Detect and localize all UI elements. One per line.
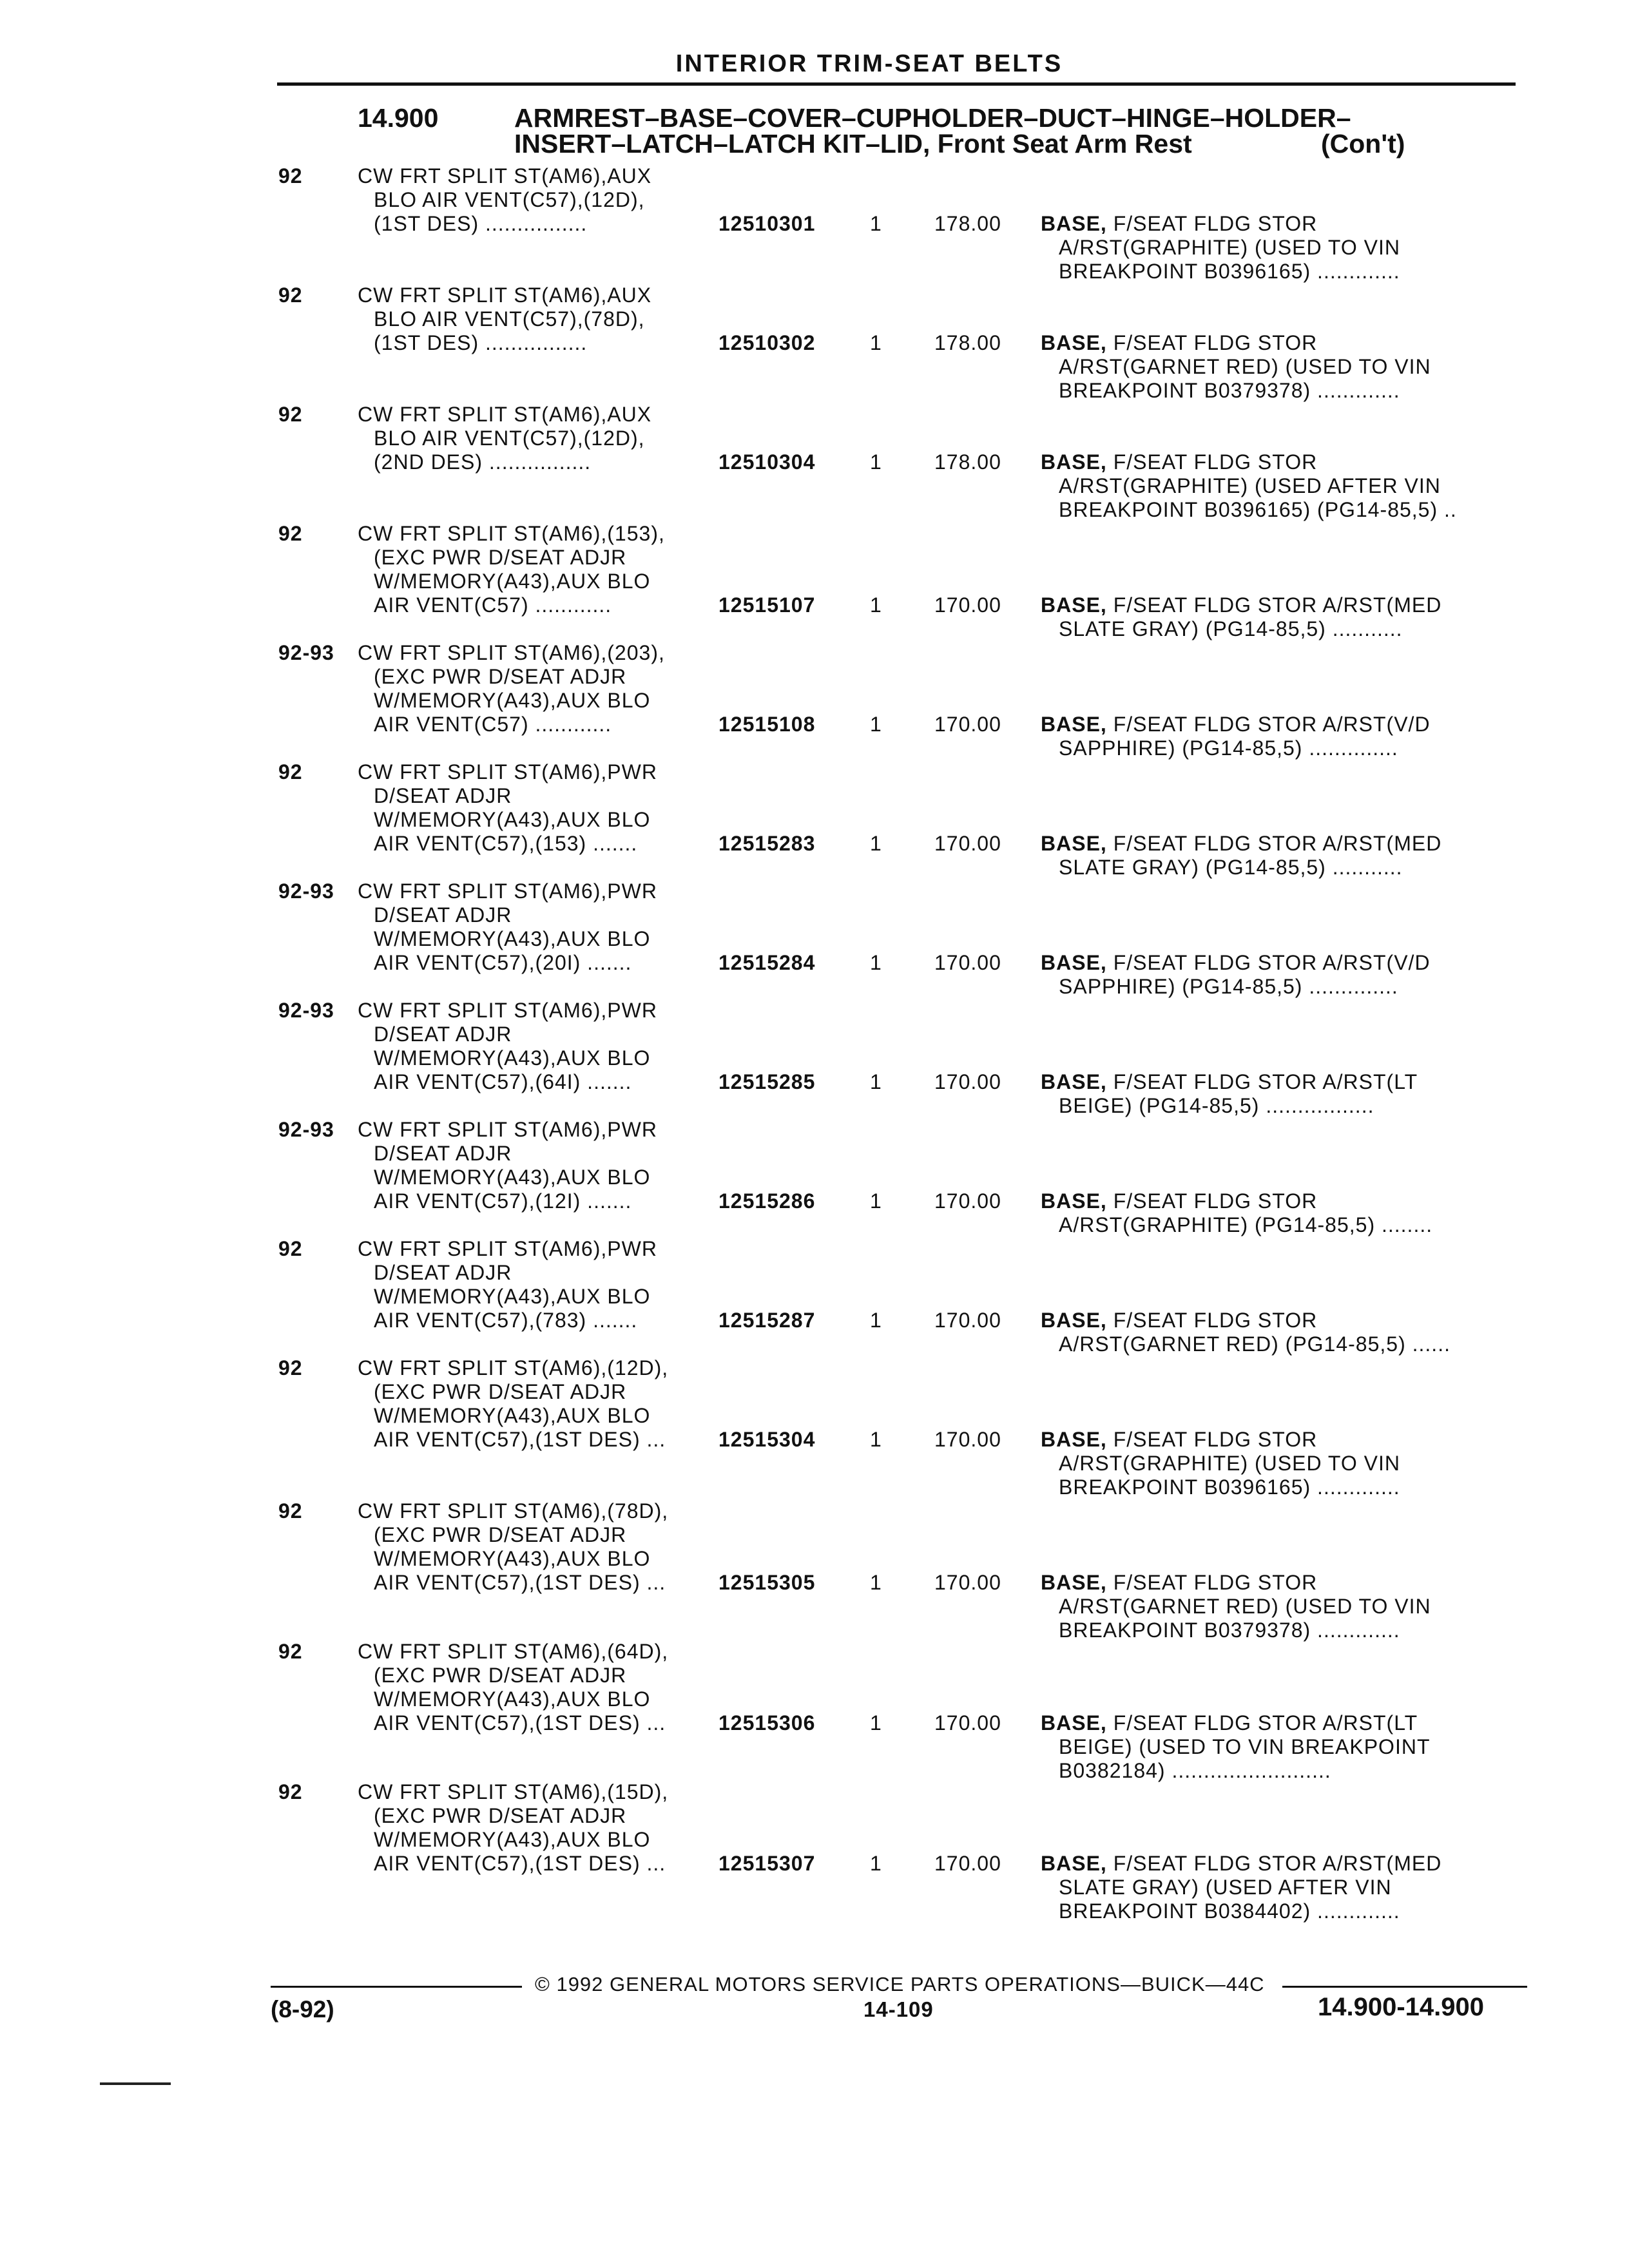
part-description-keyword: BASE, — [1041, 593, 1107, 617]
price: 178.00 — [934, 331, 1001, 354]
usage-description-line: W/MEMORY(A43),AUX BLO — [374, 570, 651, 593]
usage-description-line: CW FRT SPLIT ST(AM6),(153), — [358, 522, 665, 545]
part-description-text: F/SEAT FLDG STOR — [1113, 450, 1318, 474]
usage-description — [358, 879, 657, 975]
usage-description-line: (EXC PWR D/SEAT ADJR — [374, 665, 627, 688]
part-description-keyword: BASE, — [1041, 212, 1107, 235]
price: 170.00 — [934, 713, 1001, 736]
usage-description-line: BLO AIR VENT(C57),(78D), — [374, 307, 645, 331]
part-number: 12515284 — [718, 951, 816, 974]
part-description-line: BREAKPOINT B0379378) ............. — [1059, 1619, 1400, 1642]
part-description-line: SLATE GRAY) (USED AFTER VIN — [1059, 1876, 1392, 1899]
part-description-line — [1041, 212, 1400, 236]
quantity: 1 — [870, 832, 882, 855]
part-number: 12515304 — [718, 1428, 816, 1451]
part-description-text: F/SEAT FLDG STOR — [1113, 331, 1318, 354]
part-description — [1041, 1309, 1451, 1356]
usage-description-line: W/MEMORY(A43),AUX BLO — [374, 1166, 651, 1189]
part-description-line: SAPPHIRE) (PG14-85,5) .............. — [1059, 975, 1398, 998]
part-description-line: BREAKPOINT B0396165) (PG14-85,5) .. — [1059, 498, 1457, 521]
usage-description-line: AIR VENT(C57),(1ST DES) ... — [374, 1852, 666, 1875]
usage-description-line: AIR VENT(C57),(783) ....... — [374, 1309, 638, 1332]
part-description — [1041, 212, 1400, 284]
model-year: 92 — [278, 522, 303, 545]
part-description-keyword: BASE, — [1041, 1711, 1107, 1735]
usage-description-line: CW FRT SPLIT ST(AM6),(12D), — [358, 1356, 669, 1379]
usage-description — [358, 522, 665, 617]
usage-description-line: (1ST DES) ................ — [374, 212, 588, 235]
usage-description-line: BLO AIR VENT(C57),(12D), — [374, 188, 645, 211]
part-description-line: SLATE GRAY) (PG14-85,5) ........... — [1059, 856, 1403, 879]
usage-description-line: D/SEAT ADJR — [374, 1142, 512, 1165]
part-description-line: BREAKPOINT B0379378) ............. — [1059, 379, 1400, 402]
footer-rule-right — [1282, 1986, 1527, 1988]
header-rule — [277, 82, 1516, 86]
usage-description-line: W/MEMORY(A43),AUX BLO — [374, 1547, 651, 1570]
part-description-line — [1041, 1571, 1431, 1595]
part-description-text: F/SEAT FLDG STOR — [1113, 1428, 1318, 1451]
part-description-keyword: BASE, — [1041, 331, 1107, 354]
usage-description — [358, 1640, 668, 1735]
usage-description-line: AIR VENT(C57),(1ST DES) ... — [374, 1571, 666, 1594]
part-description-line: BREAKPOINT B0396165) ............. — [1059, 1475, 1400, 1499]
part-number: 12515306 — [718, 1711, 816, 1735]
part-description-line: SLATE GRAY) (PG14-85,5) ........... — [1059, 617, 1403, 640]
part-number: 12515108 — [718, 713, 816, 736]
section-number: 14.900 — [358, 103, 439, 133]
usage-description-line: D/SEAT ADJR — [374, 903, 512, 927]
part-description-line — [1041, 1852, 1441, 1876]
part-description-keyword: BASE, — [1041, 1428, 1107, 1451]
usage-description-line: W/MEMORY(A43),AUX BLO — [374, 689, 651, 712]
quantity: 1 — [870, 1852, 882, 1875]
usage-description-line: W/MEMORY(A43),AUX BLO — [374, 1687, 651, 1711]
model-year: 92 — [278, 284, 303, 307]
price: 170.00 — [934, 832, 1001, 855]
usage-description-line: (EXC PWR D/SEAT ADJR — [374, 1664, 627, 1687]
price: 170.00 — [934, 1571, 1001, 1594]
usage-description — [358, 641, 665, 736]
usage-description-line: (EXC PWR D/SEAT ADJR — [374, 1804, 627, 1827]
part-description-text: F/SEAT FLDG STOR A/RST(V/D — [1113, 951, 1431, 974]
usage-description — [358, 284, 651, 355]
part-description — [1041, 1428, 1400, 1499]
quantity: 1 — [870, 593, 882, 617]
scan-mark — [100, 2082, 171, 2085]
price: 170.00 — [934, 1309, 1001, 1332]
part-description-keyword: BASE, — [1041, 832, 1107, 855]
usage-description-line: CW FRT SPLIT ST(AM6),AUX — [358, 403, 652, 426]
usage-description-line: CW FRT SPLIT ST(AM6),PWR — [358, 1237, 657, 1260]
part-description-keyword: BASE, — [1041, 1571, 1107, 1594]
part-number: 12515285 — [718, 1070, 816, 1093]
part-description — [1041, 1711, 1430, 1783]
model-year: 92-93 — [278, 999, 334, 1022]
usage-description-line: CW FRT SPLIT ST(AM6),PWR — [358, 1118, 657, 1141]
part-description-line: A/RST(GARNET RED) (PG14-85,5) ...... — [1059, 1332, 1451, 1356]
part-description-keyword: BASE, — [1041, 1852, 1107, 1875]
usage-description — [358, 760, 657, 856]
model-year: 92 — [278, 1356, 303, 1379]
part-description-line: A/RST(GRAPHITE) (USED TO VIN — [1059, 236, 1400, 259]
usage-description-line: W/MEMORY(A43),AUX BLO — [374, 808, 651, 831]
model-year: 92-93 — [278, 641, 334, 664]
usage-description-line: W/MEMORY(A43),AUX BLO — [374, 927, 651, 950]
part-description-line — [1041, 832, 1441, 856]
part-description-line: A/RST(GARNET RED) (USED TO VIN — [1059, 1595, 1431, 1618]
price: 170.00 — [934, 593, 1001, 617]
model-year: 92 — [278, 1499, 303, 1523]
quantity: 1 — [870, 1428, 882, 1451]
part-description-keyword: BASE, — [1041, 951, 1107, 974]
footer-rule-left — [271, 1986, 522, 1988]
usage-description-line: CW FRT SPLIT ST(AM6),PWR — [358, 879, 657, 903]
section-continued-label: (Con't) — [1321, 129, 1405, 159]
part-description-text: F/SEAT FLDG STOR A/RST(MED — [1113, 1852, 1442, 1875]
part-description-line — [1041, 1309, 1451, 1332]
part-description-line — [1041, 713, 1431, 736]
usage-description-line: D/SEAT ADJR — [374, 1261, 512, 1284]
part-description-keyword: BASE, — [1041, 1070, 1107, 1093]
usage-description-line: AIR VENT(C57) ............ — [374, 593, 612, 617]
usage-description-line: CW FRT SPLIT ST(AM6),(203), — [358, 641, 665, 664]
usage-description-line: CW FRT SPLIT ST(AM6),AUX — [358, 284, 652, 307]
quantity: 1 — [870, 1189, 882, 1213]
usage-description — [358, 1356, 668, 1452]
part-description-line: BEIGE) (PG14-85,5) ................. — [1059, 1094, 1374, 1117]
model-year: 92 — [278, 1780, 303, 1803]
part-description — [1041, 331, 1431, 403]
page-number: 14-109 — [863, 1997, 934, 2021]
price: 170.00 — [934, 1189, 1001, 1213]
usage-description-line: (EXC PWR D/SEAT ADJR — [374, 1523, 627, 1546]
usage-description-line: CW FRT SPLIT ST(AM6),AUX — [358, 164, 652, 187]
price: 170.00 — [934, 1711, 1001, 1735]
usage-description — [358, 164, 651, 236]
model-year: 92 — [278, 403, 303, 426]
part-description — [1041, 1070, 1418, 1118]
model-year: 92 — [278, 1237, 303, 1260]
part-description-line: A/RST(GRAPHITE) (USED TO VIN — [1059, 1452, 1400, 1475]
quantity: 1 — [870, 713, 882, 736]
part-number: 12515107 — [718, 593, 816, 617]
part-description-line: SAPPHIRE) (PG14-85,5) .............. — [1059, 736, 1398, 760]
part-description-line: A/RST(GRAPHITE) (PG14-85,5) ........ — [1059, 1213, 1433, 1236]
usage-description-line: CW FRT SPLIT ST(AM6),(15D), — [358, 1780, 669, 1803]
part-number: 12515283 — [718, 832, 816, 855]
price: 178.00 — [934, 450, 1001, 474]
part-description-keyword: BASE, — [1041, 1189, 1107, 1213]
part-description-line — [1041, 331, 1431, 355]
usage-description-line: CW FRT SPLIT ST(AM6),(64D), — [358, 1640, 669, 1663]
part-description-text: F/SEAT FLDG STOR A/RST(LT — [1113, 1070, 1418, 1093]
usage-description-line: AIR VENT(C57),(20I) ....... — [374, 951, 632, 974]
usage-description-line: (EXC PWR D/SEAT ADJR — [374, 1380, 627, 1403]
quantity: 1 — [870, 1309, 882, 1332]
quantity: 1 — [870, 1571, 882, 1594]
usage-description-line: AIR VENT(C57),(153) ....... — [374, 832, 638, 855]
usage-description-line: (2ND DES) ................ — [374, 450, 592, 474]
part-description-line: A/RST(GRAPHITE) (USED AFTER VIN — [1059, 474, 1441, 497]
part-description — [1041, 450, 1457, 522]
part-description-line: BREAKPOINT B0396165) ............. — [1059, 260, 1400, 283]
part-description-line: BREAKPOINT B0384402) ............. — [1059, 1899, 1400, 1923]
usage-description-line: (EXC PWR D/SEAT ADJR — [374, 546, 627, 569]
model-year: 92-93 — [278, 1118, 334, 1141]
model-year: 92 — [278, 1640, 303, 1663]
part-description-line — [1041, 951, 1431, 975]
usage-description-line: CW FRT SPLIT ST(AM6),PWR — [358, 760, 657, 783]
part-description-line — [1041, 593, 1441, 617]
part-description-text: F/SEAT FLDG STOR A/RST(MED — [1113, 593, 1442, 617]
part-description — [1041, 1189, 1432, 1237]
usage-description — [358, 1118, 657, 1213]
part-description-line — [1041, 1070, 1418, 1094]
part-description-line — [1041, 1711, 1430, 1735]
part-description — [1041, 1852, 1441, 1923]
part-description — [1041, 832, 1441, 879]
usage-description — [358, 1780, 668, 1876]
part-description-line — [1041, 450, 1457, 474]
part-description-text: F/SEAT FLDG STOR — [1113, 1309, 1318, 1332]
usage-description-line: AIR VENT(C57),(1ST DES) ... — [374, 1428, 666, 1451]
quantity: 1 — [870, 450, 882, 474]
part-number: 12510302 — [718, 331, 816, 354]
part-description-text: F/SEAT FLDG STOR — [1113, 212, 1318, 235]
part-description-keyword: BASE, — [1041, 450, 1107, 474]
usage-description-line: W/MEMORY(A43),AUX BLO — [374, 1046, 651, 1070]
usage-description-line: AIR VENT(C57),(64I) ....... — [374, 1070, 632, 1093]
price: 170.00 — [934, 1428, 1001, 1451]
part-number: 12510301 — [718, 212, 816, 235]
usage-description — [358, 403, 651, 474]
part-description-line: B0382184) ......................... — [1059, 1759, 1331, 1782]
section-range: 14.900-14.900 — [1318, 1993, 1485, 2021]
part-description-keyword: BASE, — [1041, 1309, 1107, 1332]
usage-description-line: AIR VENT(C57),(12I) ....... — [374, 1189, 632, 1213]
usage-description — [358, 999, 657, 1094]
part-description-text: F/SEAT FLDG STOR A/RST(MED — [1113, 832, 1442, 855]
part-description-text: F/SEAT FLDG STOR A/RST(V/D — [1113, 713, 1431, 736]
usage-description-line: D/SEAT ADJR — [374, 784, 512, 807]
part-description — [1041, 713, 1431, 760]
part-description — [1041, 951, 1431, 999]
part-description — [1041, 593, 1441, 641]
part-number: 12515286 — [718, 1189, 816, 1213]
part-number: 12515305 — [718, 1571, 816, 1594]
usage-description-line: BLO AIR VENT(C57),(12D), — [374, 427, 645, 450]
usage-description-line: AIR VENT(C57),(1ST DES) ... — [374, 1711, 666, 1735]
quantity: 1 — [870, 1070, 882, 1093]
revision-date: (8-92) — [271, 1996, 334, 2023]
model-year: 92 — [278, 164, 303, 187]
part-description-line: A/RST(GARNET RED) (USED TO VIN — [1059, 355, 1431, 378]
price: 178.00 — [934, 212, 1001, 235]
section-title-line1: ARMREST–BASE–COVER–CUPHOLDER–DUCT–HINGE–HOLDER– — [514, 103, 1351, 133]
quantity: 1 — [870, 212, 882, 235]
part-description-text: F/SEAT FLDG STOR A/RST(LT — [1113, 1711, 1418, 1735]
copyright-line: © 1992 GENERAL MOTORS SERVICE PARTS OPERATIONS—BUICK—44C — [535, 1973, 1265, 1995]
quantity: 1 — [870, 331, 882, 354]
part-description-keyword: BASE, — [1041, 713, 1107, 736]
usage-description-line: W/MEMORY(A43),AUX BLO — [374, 1828, 651, 1851]
part-description-text: F/SEAT FLDG STOR — [1113, 1189, 1318, 1213]
quantity: 1 — [870, 1711, 882, 1735]
usage-description-line: W/MEMORY(A43),AUX BLO — [374, 1404, 651, 1427]
usage-description-line: CW FRT SPLIT ST(AM6),(78D), — [358, 1499, 669, 1523]
usage-description-line: CW FRT SPLIT ST(AM6),PWR — [358, 999, 657, 1022]
usage-description-line: AIR VENT(C57) ............ — [374, 713, 612, 736]
model-year: 92 — [278, 760, 303, 783]
model-year: 92-93 — [278, 879, 334, 903]
usage-description — [358, 1237, 657, 1332]
part-description-text: F/SEAT FLDG STOR — [1113, 1571, 1318, 1594]
section-title-line2: INSERT–LATCH–LATCH KIT–LID, Front Seat Arm Rest — [514, 129, 1192, 159]
part-number: 12510304 — [718, 450, 816, 474]
part-description-line — [1041, 1189, 1432, 1213]
part-description-line — [1041, 1428, 1400, 1452]
price: 170.00 — [934, 1070, 1001, 1093]
page-header-title: INTERIOR TRIM-SEAT BELTS — [675, 50, 1063, 77]
usage-description-line: D/SEAT ADJR — [374, 1023, 512, 1046]
part-description-line: BEIGE) (USED TO VIN BREAKPOINT — [1059, 1735, 1431, 1758]
part-number: 12515307 — [718, 1852, 816, 1875]
usage-description — [358, 1499, 668, 1595]
usage-description-line: (1ST DES) ................ — [374, 331, 588, 354]
part-description — [1041, 1571, 1431, 1642]
price: 170.00 — [934, 1852, 1001, 1875]
quantity: 1 — [870, 951, 882, 974]
part-number: 12515287 — [718, 1309, 816, 1332]
usage-description-line: W/MEMORY(A43),AUX BLO — [374, 1285, 651, 1308]
price: 170.00 — [934, 951, 1001, 974]
